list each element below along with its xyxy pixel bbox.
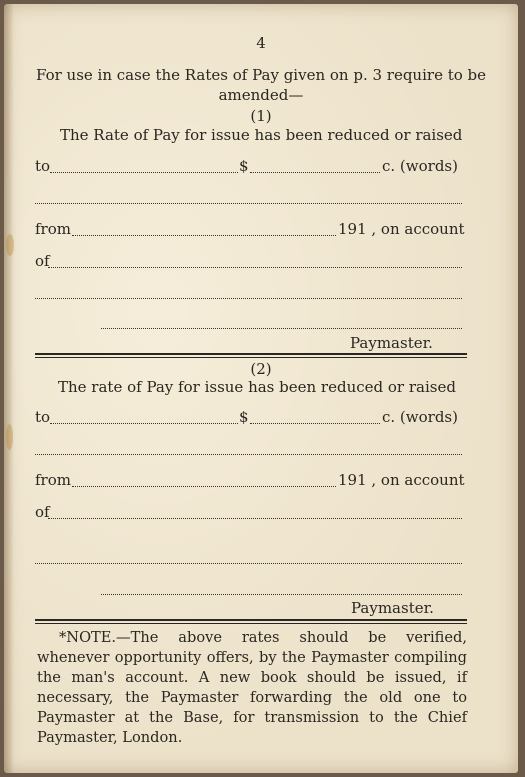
section-1-signature-label: Paymaster. [350, 334, 433, 352]
stain-mark [6, 424, 13, 450]
note-text: *NOTE.—The above rates should be verified, whenever opportunity offers, by the Paymaster compiling the man's account. A new book should be issued, if necessary, the Paymaster forwarding the old one to Paymaster at the Base, for transmission to the Chief Paymaster, London. [37, 629, 467, 746]
stain-mark [6, 234, 14, 256]
section-1-dollar-sign: $ [239, 157, 249, 175]
note-divider-thin [35, 623, 467, 624]
section-2-intro: The rate of Pay for issue has been reduced or raised [58, 378, 456, 396]
section-2-of-label: of [35, 503, 50, 521]
heading-line-1: For use in case the Rates of Pay given on p. 3 require to be [35, 66, 487, 84]
section-1-account-blank [48, 267, 462, 268]
section-1-cents-words: c. (words) [382, 157, 458, 175]
document-page [4, 4, 518, 773]
section-1-account-blank-2 [35, 298, 462, 299]
section-1-intro: The Rate of Pay for issue has been reduced or raised [60, 126, 463, 144]
section-2-to-label: to [35, 408, 51, 426]
section-2-signature-label: Paymaster. [351, 599, 434, 617]
section-2-cents-words: c. (words) [382, 408, 458, 426]
section-2-year-account: 191 , on account [338, 471, 465, 489]
section-1-from-label: from [35, 220, 71, 238]
note-divider [35, 619, 467, 621]
section-1-to-label: to [35, 157, 51, 175]
section-1-words-blank [35, 203, 462, 204]
page-number: 4 [256, 34, 266, 52]
section-2-date-blank [72, 486, 336, 487]
section-2-account-blank-2 [35, 563, 462, 564]
section-2-amount-blank [50, 423, 238, 424]
section-2-signature-blank [101, 594, 462, 595]
section-divider-thin [35, 357, 467, 358]
section-1-signature-blank [101, 328, 462, 329]
section-2-number: (2) [250, 360, 272, 378]
section-divider [35, 353, 467, 355]
section-1-date-blank [72, 235, 336, 236]
section-1-dollars-blank [250, 172, 380, 173]
section-1-number: (1) [250, 107, 272, 125]
section-2-words-blank [35, 454, 462, 455]
section-1-amount-blank [50, 172, 238, 173]
section-2-account-blank [48, 518, 462, 519]
note-paragraph [37, 628, 467, 748]
section-2-dollars-blank [250, 423, 380, 424]
section-1-of-label: of [35, 252, 50, 270]
heading-line-2: amended— [218, 86, 304, 104]
section-2-dollar-sign: $ [239, 408, 249, 426]
section-1-year-account: 191 , on account [338, 220, 465, 238]
section-2-from-label: from [35, 471, 71, 489]
